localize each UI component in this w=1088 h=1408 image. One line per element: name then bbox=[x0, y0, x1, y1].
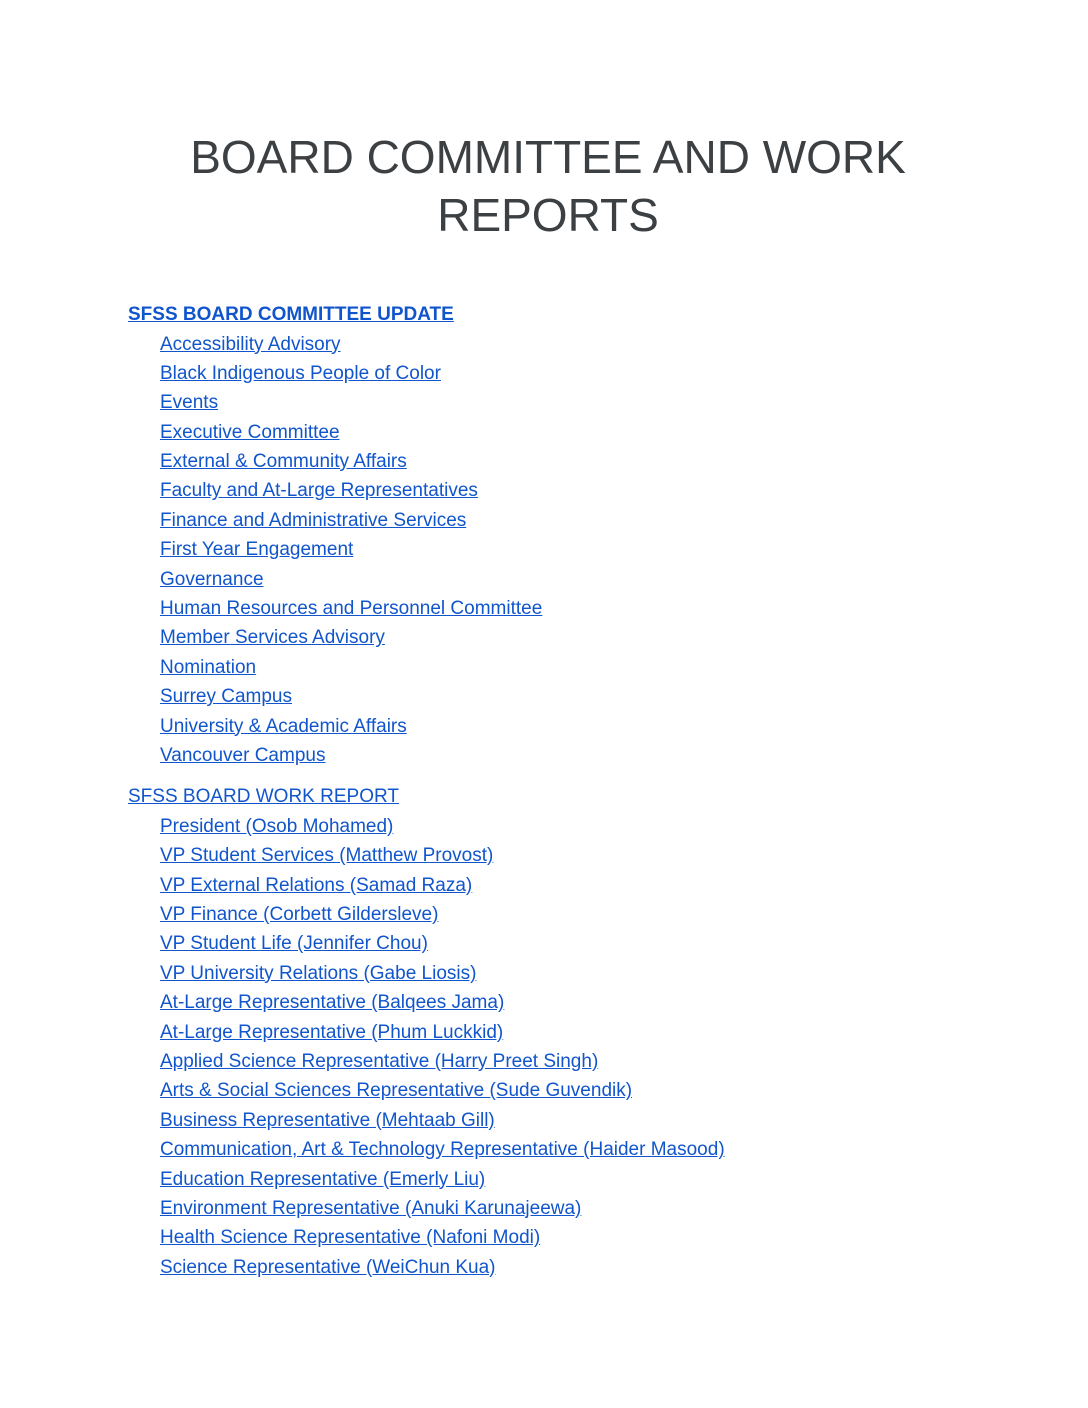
toc-link-vancouver-campus[interactable]: Vancouver Campus bbox=[160, 744, 326, 766]
toc-link-science-rep[interactable]: Science Representative (WeiChun Kua) bbox=[160, 1256, 496, 1278]
toc-link-university-academic-affairs[interactable]: University & Academic Affairs bbox=[160, 715, 407, 737]
toc-link-executive-committee[interactable]: Executive Committee bbox=[160, 421, 340, 443]
list-item bbox=[160, 535, 1028, 564]
list-item bbox=[160, 682, 1028, 711]
toc-link-vp-external-relations[interactable]: VP External Relations (Samad Raza) bbox=[160, 874, 473, 896]
work-report-list bbox=[128, 812, 1028, 1282]
list-item bbox=[160, 653, 1028, 682]
list-item bbox=[160, 988, 1028, 1017]
toc-link-member-services-advisory[interactable]: Member Services Advisory bbox=[160, 627, 385, 649]
toc-link-at-large-luckkid[interactable]: At-Large Representative (Phum Luckkid) bbox=[160, 1021, 504, 1043]
list-item bbox=[160, 388, 1028, 417]
list-item bbox=[160, 1253, 1028, 1282]
list-item bbox=[160, 359, 1028, 388]
page-title-line-2: REPORTS bbox=[437, 189, 659, 241]
toc-link-business-rep[interactable]: Business Representative (Mehtaab Gill) bbox=[160, 1109, 495, 1131]
list-item bbox=[160, 1106, 1028, 1135]
list-item bbox=[160, 1165, 1028, 1194]
list-item bbox=[160, 741, 1028, 770]
toc-link-surrey-campus[interactable]: Surrey Campus bbox=[160, 686, 292, 708]
toc-link-accessibility-advisory[interactable]: Accessibility Advisory bbox=[160, 333, 341, 355]
toc-link-bipoc[interactable]: Black Indigenous People of Color bbox=[160, 362, 441, 384]
list-item bbox=[160, 959, 1028, 988]
toc-link-at-large-jama[interactable]: At-Large Representative (Balqees Jama) bbox=[160, 992, 505, 1014]
toc-link-education-rep[interactable]: Education Representative (Emerly Liu) bbox=[160, 1168, 486, 1190]
list-item bbox=[160, 447, 1028, 476]
list-item bbox=[160, 418, 1028, 447]
toc-link-communication-art-tech-rep[interactable]: Communication, Art & Technology Representative (Haider Masood) bbox=[160, 1139, 725, 1161]
toc-link-vp-student-life[interactable]: VP Student Life (Jennifer Chou) bbox=[160, 933, 428, 955]
list-item bbox=[160, 841, 1028, 870]
toc-link-events[interactable]: Events bbox=[160, 392, 219, 414]
list-item bbox=[160, 594, 1028, 623]
section-heading-work-report[interactable]: SFSS BOARD WORK REPORT bbox=[128, 786, 399, 808]
toc-link-vp-finance[interactable]: VP Finance (Corbett Gildersleve) bbox=[160, 904, 439, 926]
toc-link-finance-admin-services[interactable]: Finance and Administrative Services bbox=[160, 509, 467, 531]
toc-link-president[interactable]: President (Osob Mohamed) bbox=[160, 815, 394, 837]
toc-link-faculty-at-large[interactable]: Faculty and At-Large Representatives bbox=[160, 480, 478, 502]
toc-link-vp-student-services[interactable]: VP Student Services (Matthew Provost) bbox=[160, 845, 494, 867]
toc-link-arts-social-sciences-rep[interactable]: Arts & Social Sciences Representative (Sude Guvendik) bbox=[160, 1080, 633, 1102]
list-item bbox=[160, 1194, 1028, 1223]
section-spacer bbox=[128, 770, 1028, 782]
list-item bbox=[160, 565, 1028, 594]
toc-link-governance[interactable]: Governance bbox=[160, 568, 264, 590]
list-item bbox=[160, 1018, 1028, 1047]
list-item bbox=[160, 929, 1028, 958]
list-item bbox=[160, 1047, 1028, 1076]
toc-link-environment-rep[interactable]: Environment Representative (Anuki Karunajeewa) bbox=[160, 1197, 582, 1219]
toc-link-applied-science-rep[interactable]: Applied Science Representative (Harry Preet Singh) bbox=[160, 1050, 599, 1072]
toc-link-vp-university-relations[interactable]: VP University Relations (Gabe Liosis) bbox=[160, 962, 477, 984]
toc-link-health-science-rep[interactable]: Health Science Representative (Nafoni Modi) bbox=[160, 1227, 541, 1249]
list-item bbox=[160, 1135, 1028, 1164]
list-item bbox=[160, 506, 1028, 535]
section-heading-committee-update[interactable]: SFSS BOARD COMMITTEE UPDATE bbox=[128, 304, 454, 325]
list-item bbox=[160, 330, 1028, 359]
toc-link-human-resources[interactable]: Human Resources and Personnel Committee bbox=[160, 598, 543, 620]
page-title bbox=[0, 128, 1088, 244]
toc-link-external-community-affairs[interactable]: External & Community Affairs bbox=[160, 451, 407, 473]
toc-link-nomination[interactable]: Nomination bbox=[160, 656, 257, 678]
toc-link-first-year-engagement[interactable]: First Year Engagement bbox=[160, 539, 354, 561]
list-item bbox=[160, 1076, 1028, 1105]
list-item bbox=[160, 623, 1028, 652]
list-item bbox=[160, 900, 1028, 929]
list-item bbox=[160, 871, 1028, 900]
list-item bbox=[160, 1223, 1028, 1252]
list-item bbox=[160, 476, 1028, 505]
committee-update-list bbox=[128, 330, 1028, 771]
table-of-contents bbox=[128, 300, 1028, 1282]
list-item bbox=[160, 812, 1028, 841]
page-title-line-1: BOARD COMMITTEE AND WORK bbox=[190, 131, 906, 183]
list-item bbox=[160, 712, 1028, 741]
